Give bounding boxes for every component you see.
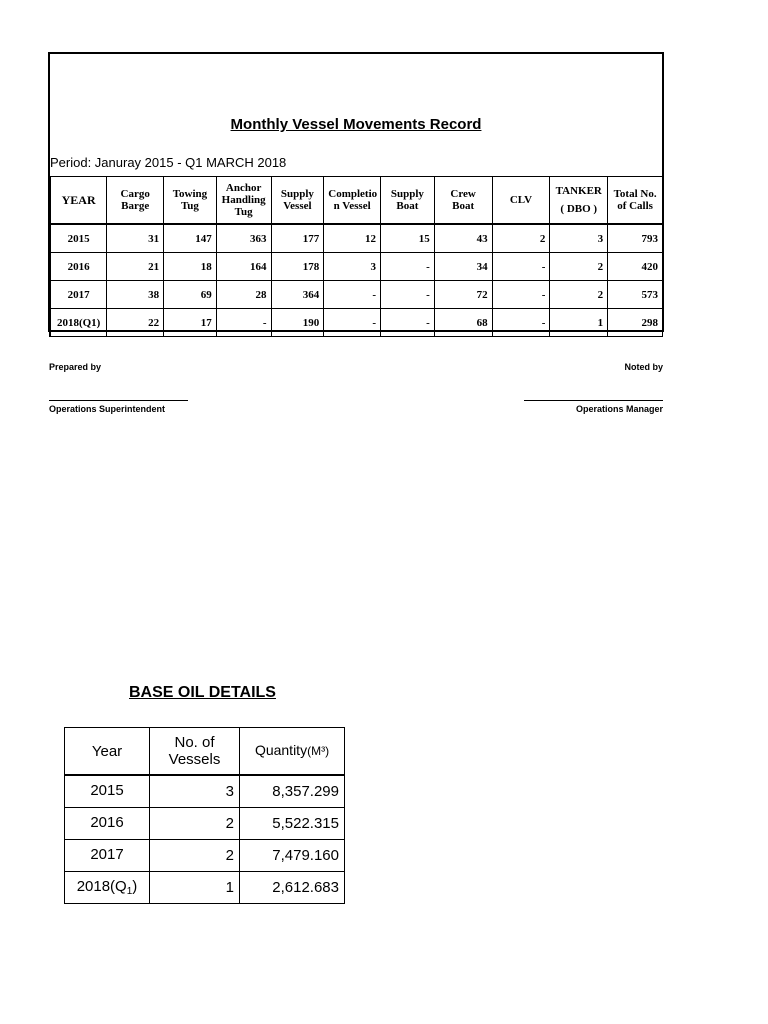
cell-cargo-barge: 38 [107, 281, 164, 309]
cell-total-calls: 573 [608, 281, 663, 309]
cell-supply-vessel: 190 [271, 309, 324, 337]
cell-supply-vessel: 178 [271, 253, 324, 281]
cell-total-calls: 420 [608, 253, 663, 281]
cell-year [65, 808, 150, 840]
cell-towing-tug: 147 [164, 224, 217, 253]
table-row [65, 872, 345, 904]
cell-total-calls: 298 [608, 309, 663, 337]
table-header-row [50, 177, 663, 225]
table-row [65, 808, 345, 840]
prepared-role-label: Operations Superintendent [49, 404, 166, 414]
prepared-by-label: Prepared by [49, 362, 102, 372]
cell-completion-vessel: - [324, 281, 381, 309]
cell-clv: - [492, 253, 550, 281]
cell-crew-boat: 43 [434, 224, 492, 253]
header-supply-vessel: Supply Vessel [271, 177, 324, 225]
cell-towing-tug: 69 [164, 281, 217, 309]
noted-by-label: Noted by [624, 362, 663, 372]
cell-anchor-handling-tug: 28 [216, 281, 271, 309]
cell-total-calls: 793 [608, 224, 663, 253]
cell-year: 2017 [50, 281, 107, 309]
cell-quantity: 2,612.683 [240, 872, 345, 904]
table-row [50, 281, 663, 309]
table-row [65, 840, 345, 872]
cell-year [65, 840, 150, 872]
cell-supply-boat: 15 [381, 224, 435, 253]
cell-year-text: 2016 [90, 814, 124, 831]
cell-supply-boat: - [381, 309, 435, 337]
header-no-of-vessels [150, 728, 240, 776]
cell-quantity: 5,522.315 [240, 808, 345, 840]
base-oil-title: BASE OIL DETAILS [129, 684, 276, 701]
table-row [50, 253, 663, 281]
cell-crew-boat: 34 [434, 253, 492, 281]
cell-year-subscript: 1 [126, 886, 133, 897]
cell-completion-vessel: 3 [324, 253, 381, 281]
cell-towing-tug: 18 [164, 253, 217, 281]
cell-cargo-barge: 31 [107, 224, 164, 253]
cell-year-text: 2018(Q [76, 878, 127, 895]
header-tanker-sub: ( DBO ) [560, 203, 598, 215]
cell-year-text: 2017 [90, 846, 124, 863]
cell-year: 2015 [50, 224, 107, 253]
header-total-calls: Total No. of Calls [608, 177, 663, 225]
period-label: Period: Januray 2015 - Q1 MARCH 2018 [50, 155, 287, 170]
cell-vessels: 2 [150, 808, 240, 840]
base-oil-table [64, 727, 345, 904]
header-year: YEAR [50, 177, 107, 225]
table-row [50, 309, 663, 337]
cell-cargo-barge: 21 [107, 253, 164, 281]
header-vessels-line2: Vessels [168, 751, 221, 768]
header-crew-boat: Crew Boat [434, 177, 492, 225]
cell-tanker: 2 [550, 281, 608, 309]
cell-cargo-barge: 22 [107, 309, 164, 337]
cell-crew-boat: 68 [434, 309, 492, 337]
cell-tanker: 2 [550, 253, 608, 281]
cell-quantity: 8,357.299 [240, 775, 345, 808]
header-vessels-line1: No. of [174, 734, 215, 751]
cell-tanker: 3 [550, 224, 608, 253]
cell-tanker: 1 [550, 309, 608, 337]
cell-year-close: ) [132, 878, 138, 895]
vessel-movements-table [49, 176, 663, 337]
cell-towing-tug: 17 [164, 309, 217, 337]
prepared-signature-line [49, 400, 188, 401]
cell-year [65, 872, 150, 904]
cell-supply-boat: - [381, 281, 435, 309]
cell-clv: - [492, 309, 550, 337]
header-towing-tug: Towing Tug [164, 177, 217, 225]
cell-vessels: 3 [150, 775, 240, 808]
cell-anchor-handling-tug: 363 [216, 224, 271, 253]
header-quantity [240, 728, 345, 776]
header-anchor-handling-tug: Anchor Handling Tug [216, 177, 271, 225]
cell-clv: 2 [492, 224, 550, 253]
cell-year-text: 2015 [90, 782, 124, 799]
cell-supply-boat: - [381, 253, 435, 281]
cell-year: 2016 [50, 253, 107, 281]
cell-year [65, 775, 150, 808]
header-quantity-unit: (M³) [307, 744, 330, 758]
base-oil-header-row [65, 728, 345, 776]
cell-vessels: 2 [150, 840, 240, 872]
cell-completion-vessel: - [324, 309, 381, 337]
cell-year: 2018(Q1) [50, 309, 107, 337]
header-completion-vessel: Completio n Vessel [324, 177, 381, 225]
header-tanker [550, 177, 608, 225]
cell-vessels: 1 [150, 872, 240, 904]
cell-anchor-handling-tug: - [216, 309, 271, 337]
noted-role-label: Operations Manager [575, 404, 663, 414]
header-year: Year [65, 728, 150, 776]
header-supply-boat: Supply Boat [381, 177, 435, 225]
cell-anchor-handling-tug: 164 [216, 253, 271, 281]
cell-supply-vessel: 364 [271, 281, 324, 309]
header-quantity-label: Quantity [254, 742, 308, 758]
table-row [50, 224, 663, 253]
table-row [65, 775, 345, 808]
header-cargo-barge: Cargo Barge [107, 177, 164, 225]
cell-supply-vessel: 177 [271, 224, 324, 253]
cell-completion-vessel: 12 [324, 224, 381, 253]
header-clv: CLV [492, 177, 550, 225]
cell-clv: - [492, 281, 550, 309]
cell-crew-boat: 72 [434, 281, 492, 309]
vessel-movements-sheet [48, 52, 664, 332]
cell-quantity: 7,479.160 [240, 840, 345, 872]
record-title: Monthly Vessel Movements Record [230, 116, 482, 133]
header-tanker-label: TANKER [555, 185, 602, 197]
noted-signature-line [524, 400, 663, 401]
